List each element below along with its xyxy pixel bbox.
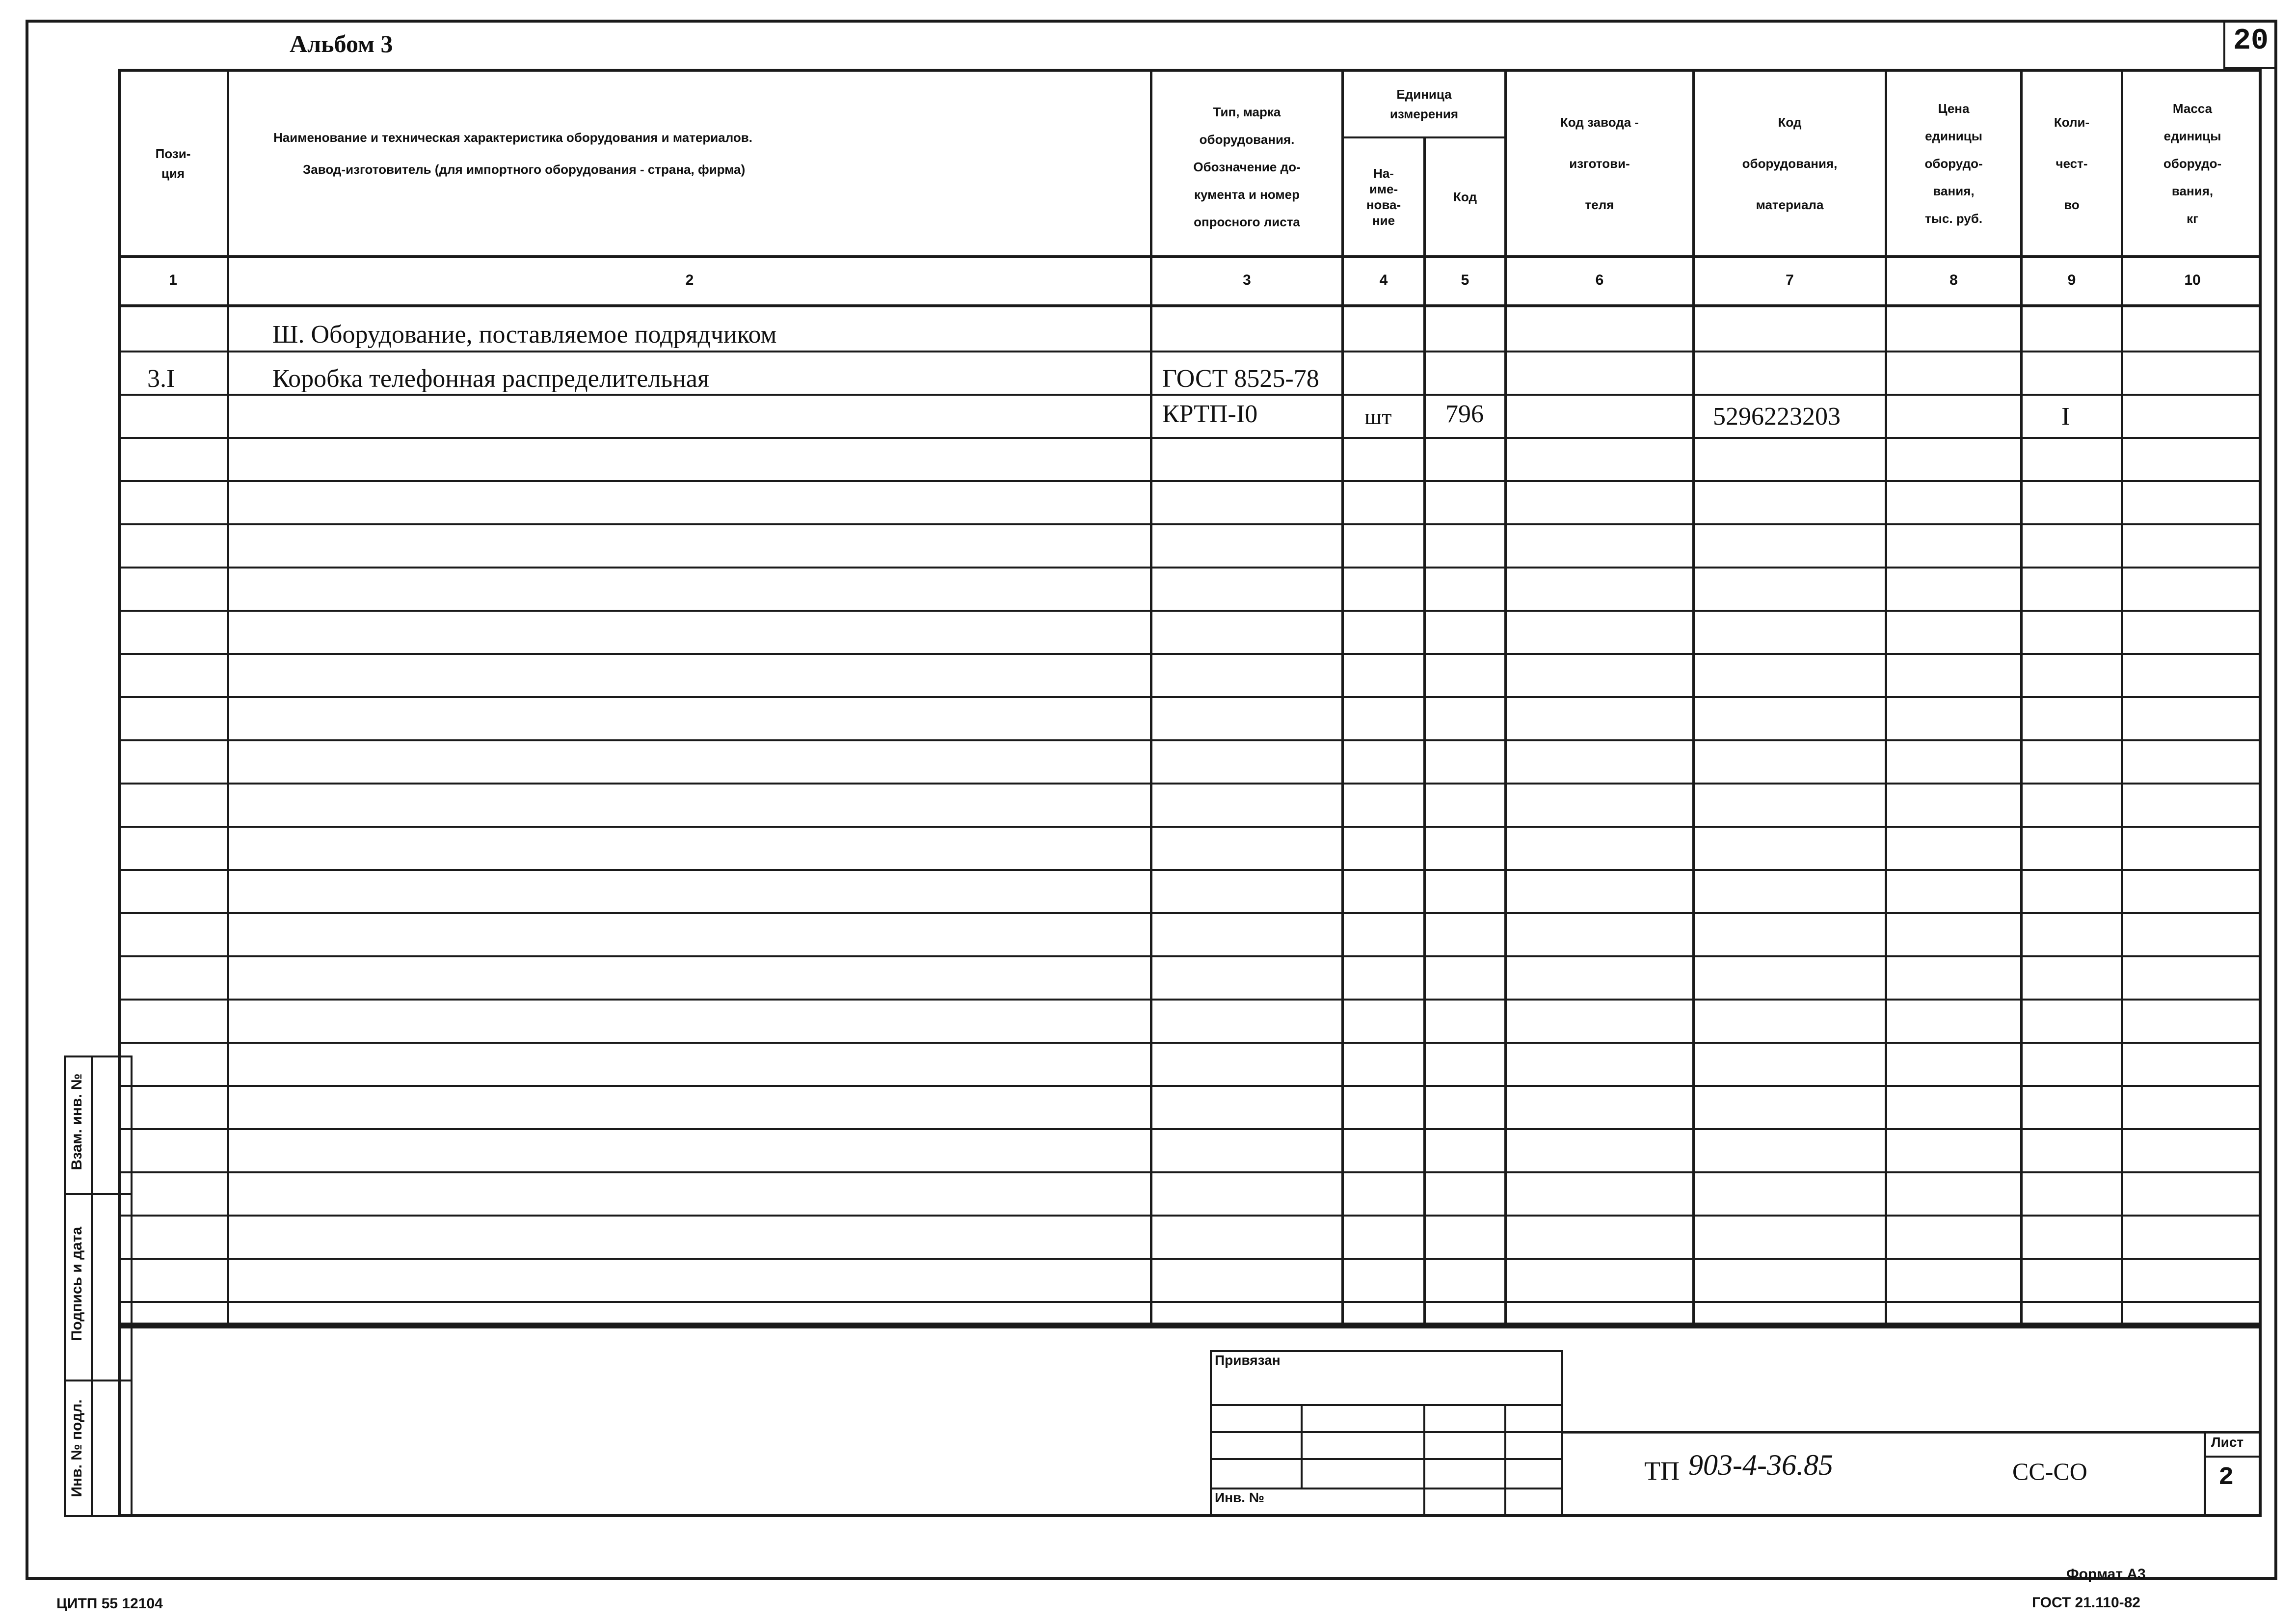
row-rule [118,653,2262,655]
privyazan-line-3 [1210,1458,1563,1460]
title-block [118,1326,2262,1517]
privyazan-vline-1 [1301,1404,1303,1488]
header-unit-group: Единица измерения [1389,86,1459,121]
header-type: Тип, марка оборудования. Обозначение до- кумента и номер опросного листа [1193,105,1301,229]
row2-type: ГОСТ 8525-78 [1162,365,1319,393]
header-qty: Коли- чест- во [2054,114,2090,212]
privyazan-label: Привязан [1215,1353,1281,1368]
row-rule [118,739,2262,741]
footer-left: ЦИТП 55 12104 [56,1596,163,1612]
side-label-inv-podl: Инв. № подл. [69,1399,85,1497]
col-line-4 [1423,136,1426,1326]
row3-type: КРТП-I0 [1162,400,1258,428]
col-num-5: 5 [1461,272,1469,288]
sheet-label: Лист [2211,1435,2244,1450]
page-number: 20 [2233,25,2269,58]
header-factory-code: Код завода - изготови- теля [1560,114,1639,212]
row-rule [118,437,2262,439]
row2-pos: 3.I [147,365,175,393]
row-rule [118,567,2262,568]
inv-no-label: Инв. № [1215,1490,1265,1505]
row-rule [118,1042,2262,1044]
col-num-7: 7 [1786,272,1794,288]
privyazan-line-2 [1210,1431,1563,1433]
sheet-number: 2 [2218,1463,2234,1492]
section-code: СС-СО [2012,1458,2087,1485]
row-rule [118,1301,2262,1303]
row-rule [118,999,2262,1001]
sheet-box-line [2204,1456,2262,1458]
col-num-6: 6 [1595,272,1604,288]
header-price: Цена единицы оборудо- вания, тыс. руб. [1924,101,1983,226]
doc-code: 903-4-36.85 [1688,1449,1833,1481]
row-rule [118,826,2262,828]
footer-format: Формат А3 [2066,1566,2146,1582]
row3-code: 796 [1445,400,1484,428]
col-num-1: 1 [169,272,177,288]
code-block-top [1563,1431,2262,1434]
row3-unit: шт [1364,404,1392,429]
row-rule [118,610,2262,612]
row-rule [118,783,2262,785]
row1-name: Ш. Оборудование, поставляемое подрядчиком [272,321,777,349]
col-num-10: 10 [2184,272,2201,288]
row-rule [118,869,2262,871]
row-rule [118,1171,2262,1173]
row-rule [118,696,2262,698]
row-rule [118,1085,2262,1087]
privyazan-vline-3 [1504,1404,1506,1517]
header-unit-code: Код [1453,189,1477,204]
side-label-vzam: Взам. инв. № [69,1073,85,1170]
footer-gost: ГОСТ 21.110-82 [2032,1595,2140,1611]
privyazan-vline-2 [1423,1404,1425,1517]
side-stamp-vline [91,1056,93,1517]
col-num-2: 2 [685,272,694,288]
row3-qty: I [2061,403,2070,431]
row-rule [118,1258,2262,1260]
sheet-box-vline [2204,1431,2206,1517]
header-name: Наименование и техническая характеристика оборудования и материалов. Завод-изготовитель (для импортного оборудования - страна, фирма) [273,130,753,177]
header-pos: Пози- ция [155,146,191,181]
row2-name: Коробка телефонная распределительная [272,365,709,393]
privyazan-line-1 [1210,1404,1563,1406]
row-rule [118,523,2262,525]
col-num-9: 9 [2067,272,2076,288]
album-title: Альбом 3 [290,30,393,57]
header-mass: Масса единицы оборудо- вания, кг [2163,101,2222,226]
row-rule [118,1215,2262,1217]
col-num-3: 3 [1243,272,1251,288]
header-equip-code: Код оборудования, материала [1742,114,1838,212]
row-rule [118,1128,2262,1130]
row-rule [118,955,2262,957]
row-rule [118,912,2262,914]
col-num-4: 4 [1379,272,1388,288]
side-label-podpis: Подпись и дата [69,1226,85,1341]
header-unit-name: На- име- нова- ние [1366,166,1401,228]
col-num-8: 8 [1949,272,1958,288]
row-rule [118,480,2262,482]
colnum-bottom-line [118,304,2262,307]
doc-code-prefix: ТП [1644,1456,1680,1486]
row3-equip-code: 5296223203 [1713,403,1841,431]
privyazan-line-4 [1210,1488,1563,1489]
